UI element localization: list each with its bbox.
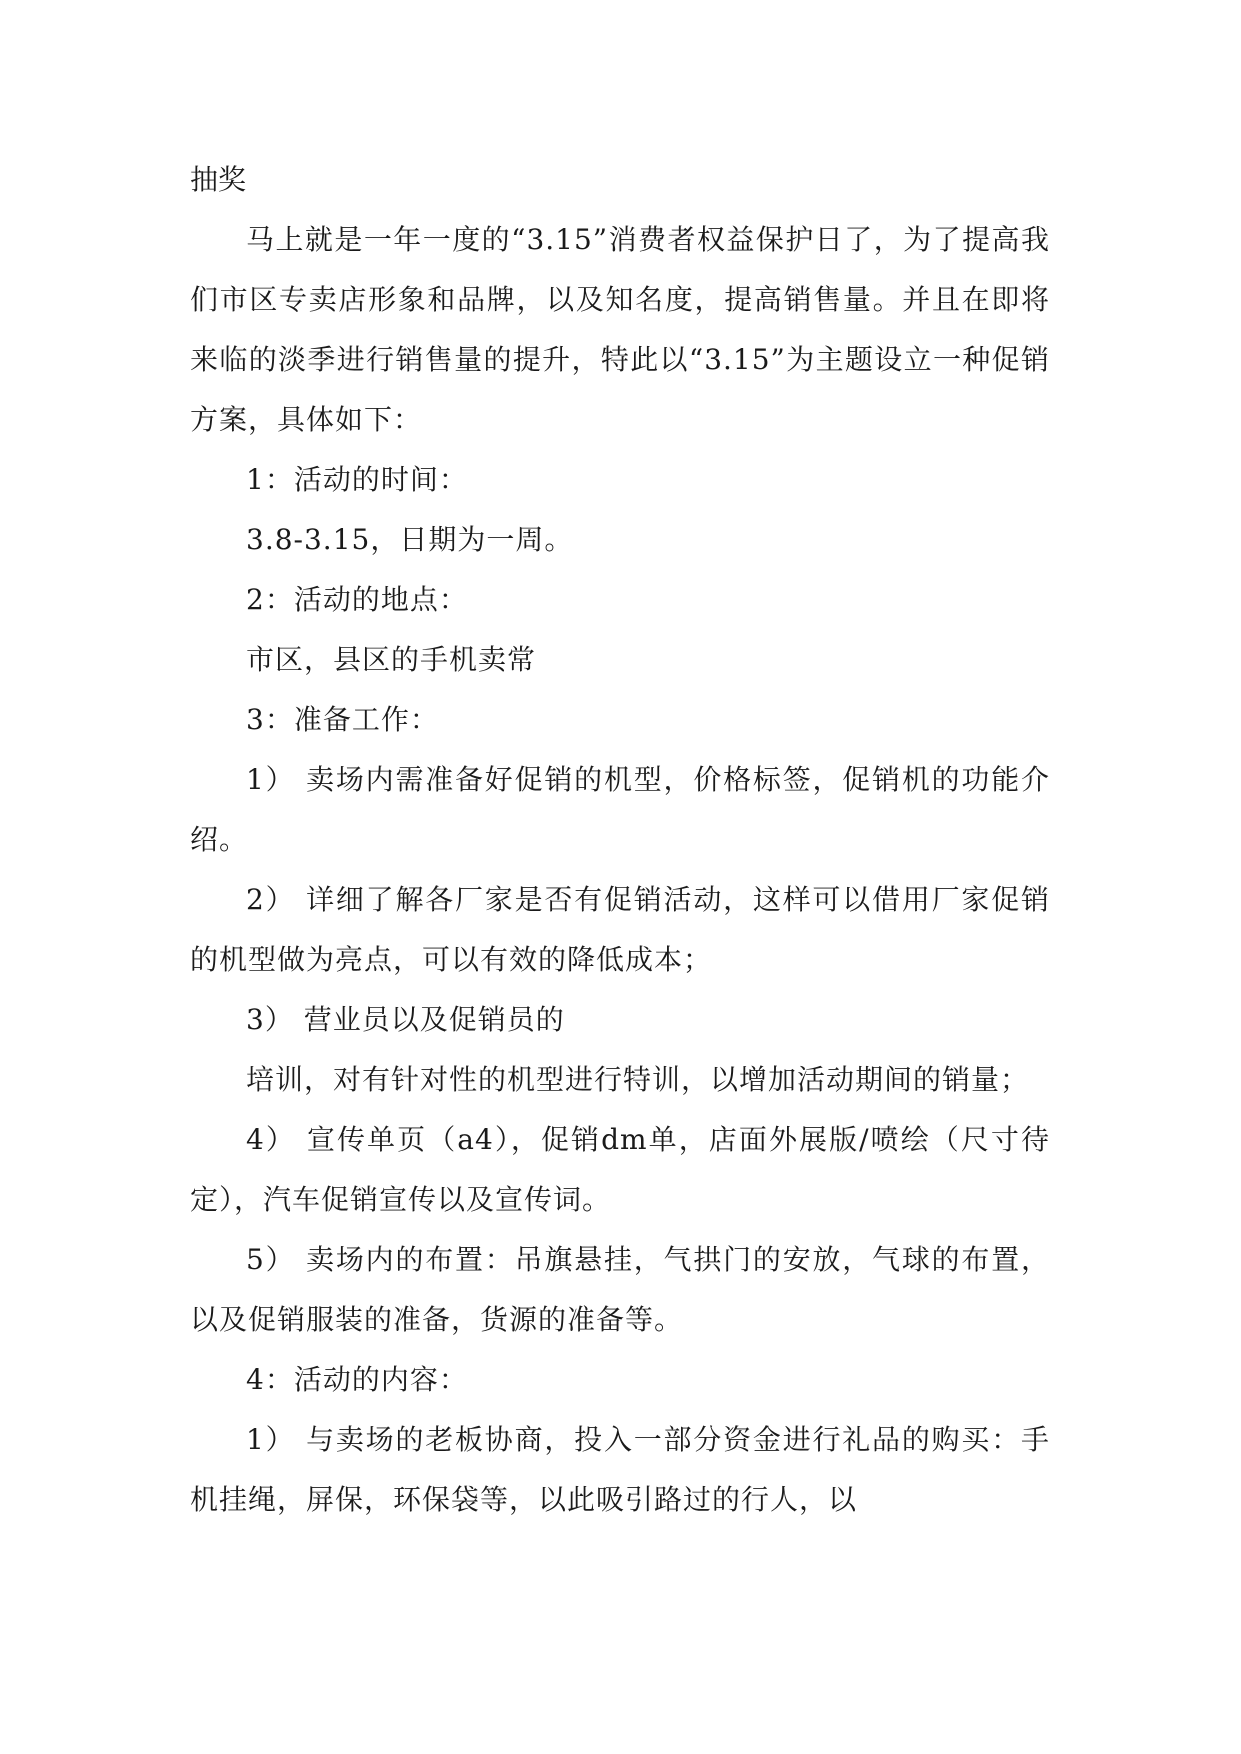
section-heading-preparation: 3：准备工作： <box>246 703 439 736</box>
paragraph-location: 市区，县区的手机卖常 <box>246 643 537 676</box>
list-item-prep-1: 1） 卖场内需准备好促销的机型，价格标签，促销机的功能介绍。 <box>190 763 1050 856</box>
paragraph-time: 3.8-3.15，日期为一周。 <box>246 523 574 556</box>
document-page <box>190 150 1050 1530</box>
list-item-prep-3: 3） 营业员以及促销员的 <box>246 1003 565 1036</box>
list-item-prep-5: 5） 卖场内的布置：吊旗悬挂，气拱门的安放，气球的布置，以及促销服装的准备，货源的准备等。 <box>190 1243 1050 1336</box>
paragraph-intro: 马上就是一年一度的“3.15”消费者权益保护日了，为了提高我们市区专卖店形象和品牌，以及知名度，提高销售量。并且在即将来临的淡季进行销售量的提升，特此以“3.15”为主题设立一种促销方案，具体如下： <box>190 223 1050 436</box>
list-item-prep-3-continued: 培训，对有针对性的机型进行特训，以增加活动期间的销量； <box>246 1063 1030 1096</box>
section-heading-content: 4：活动的内容： <box>246 1363 468 1396</box>
section-heading-location: 2：活动的地点： <box>246 583 468 616</box>
list-item-prep-4: 4） 宣传单页（a4），促销dm单，店面外展版/喷绘（尺寸待定），汽车促销宣传以及宣传词。 <box>190 1123 1050 1216</box>
section-heading-time: 1：活动的时间： <box>246 463 468 496</box>
list-item-content-1: 1） 与卖场的老板协商，投入一部分资金进行礼品的购买：手机挂绳，屏保，环保袋等，以此吸引路过的行人，以 <box>190 1423 1050 1516</box>
list-item-prep-2: 2） 详细了解各厂家是否有促销活动，这样可以借用厂家促销的机型做为亮点，可以有效的降低成本； <box>190 883 1050 976</box>
document-title: 抽奖 <box>190 163 247 196</box>
